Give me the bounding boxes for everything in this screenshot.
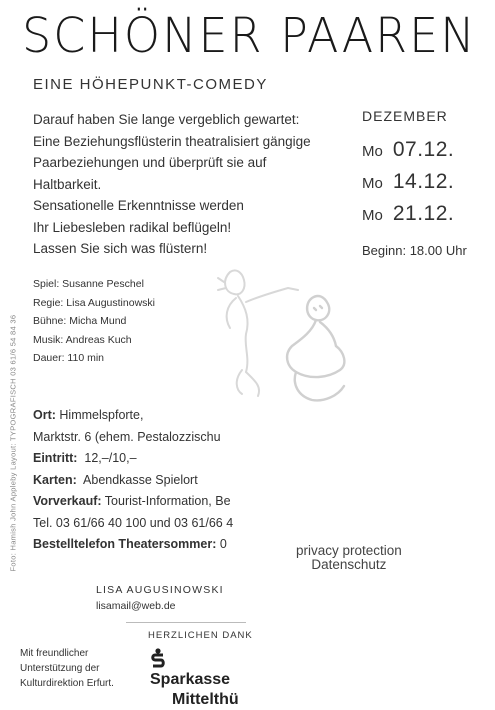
schedule-day: Mo [362, 175, 383, 192]
info-label: Ort: [33, 408, 56, 422]
schedule-day: Mo [362, 143, 383, 160]
sponsor-name-line2: Mittelthü [172, 691, 239, 708]
event-info-block [33, 405, 247, 556]
info-address: Marktstr. 6 (ehem. Pestalozzischu [33, 429, 221, 444]
credits-block [33, 275, 155, 368]
info-value: 12,–/10,– [84, 451, 137, 465]
photo-layout-credit: Foto: Hamish John Appleby Layout: TYPOGRAFISCH 03 61/6 54 84 36 [8, 314, 18, 572]
info-admission [33, 448, 247, 470]
start-time: Beginn: 18.00 Uhr [362, 243, 467, 258]
info-value: 0 [219, 537, 227, 551]
info-value: Himmelspforte, [59, 408, 144, 422]
sponsor-logo [150, 648, 246, 708]
divider [126, 622, 246, 623]
info-label: Eintritt: [33, 451, 78, 465]
info-tickets [33, 470, 247, 492]
schedule-date-row [362, 170, 454, 194]
schedule-month: DEZEMBER [362, 108, 448, 124]
description-line: Sensationelle Erkenntnisse werden [33, 198, 244, 213]
info-presale [33, 491, 247, 513]
description-line: Ihr Liebesleben radikal beflügeln! [33, 219, 232, 235]
info-order-phone [33, 534, 247, 556]
schedule-date: 14.12. [392, 170, 455, 193]
description-line: Darauf haben Sie lange vergeblich gewartet: [33, 112, 300, 127]
schedule-date: 07.12. [392, 138, 455, 161]
description-line: Haltbarkeit. [33, 176, 102, 192]
credit-line: Spiel: Susanne Peschel [33, 278, 144, 290]
schedule-date-row [362, 138, 454, 162]
contact-email[interactable]: lisamail@web.de [96, 600, 176, 612]
info-label: Karten: [33, 472, 77, 487]
description-line: Lassen Sie sich was flüstern! [33, 241, 208, 256]
schedule-date-row [362, 202, 454, 226]
contact-name: LISA AUGUSINOWSKI [96, 584, 224, 596]
privacy-notice [296, 544, 402, 572]
info-label: Vorverkauf: [33, 494, 102, 508]
credit-line: Bühne: Micha Mund [33, 315, 127, 327]
schedule-date: 21.12. [392, 202, 455, 225]
thanks-heading: HERZLICHEN DANK [148, 630, 253, 641]
info-value: Tourist-Information, Be [104, 494, 231, 508]
event-title: SCHÖNER PAAREN [22, 6, 477, 64]
info-value: Abendkasse Spielort [83, 472, 198, 487]
support-note [20, 646, 114, 691]
credit-line: Musik: Andreas Kuch [33, 333, 132, 346]
event-subtitle: EINE HÖHEPUNKT-COMEDY [33, 76, 268, 93]
info-label: Bestelltelefon Theatersommer: [33, 537, 217, 551]
info-location [33, 405, 247, 427]
info-phone: Tel. 03 61/66 40 100 und 03 61/66 4 [33, 515, 234, 530]
credit-line: Dauer: 110 min [33, 352, 105, 364]
sponsor-name: Sparkasse [150, 671, 231, 688]
support-line: Kulturdirektion Erfurt. [20, 678, 114, 689]
schedule-day: Mo [362, 207, 383, 224]
description-line: Eine Beziehungsflüsterin theatralisiert gängige [33, 133, 311, 149]
dancing-couple-illustration [216, 262, 356, 412]
support-line: Unterstützung der [20, 663, 100, 674]
privacy-line: privacy protection [296, 543, 402, 558]
privacy-line: Datenschutz [311, 557, 387, 572]
credit-line: Regie: Lisa Augustinowski [33, 296, 155, 309]
sparkasse-s-icon [150, 648, 166, 670]
description-block [33, 109, 311, 260]
description-line: Paarbeziehungen und überprüft sie auf [33, 155, 267, 170]
support-line: Mit freundlicher [20, 648, 89, 659]
